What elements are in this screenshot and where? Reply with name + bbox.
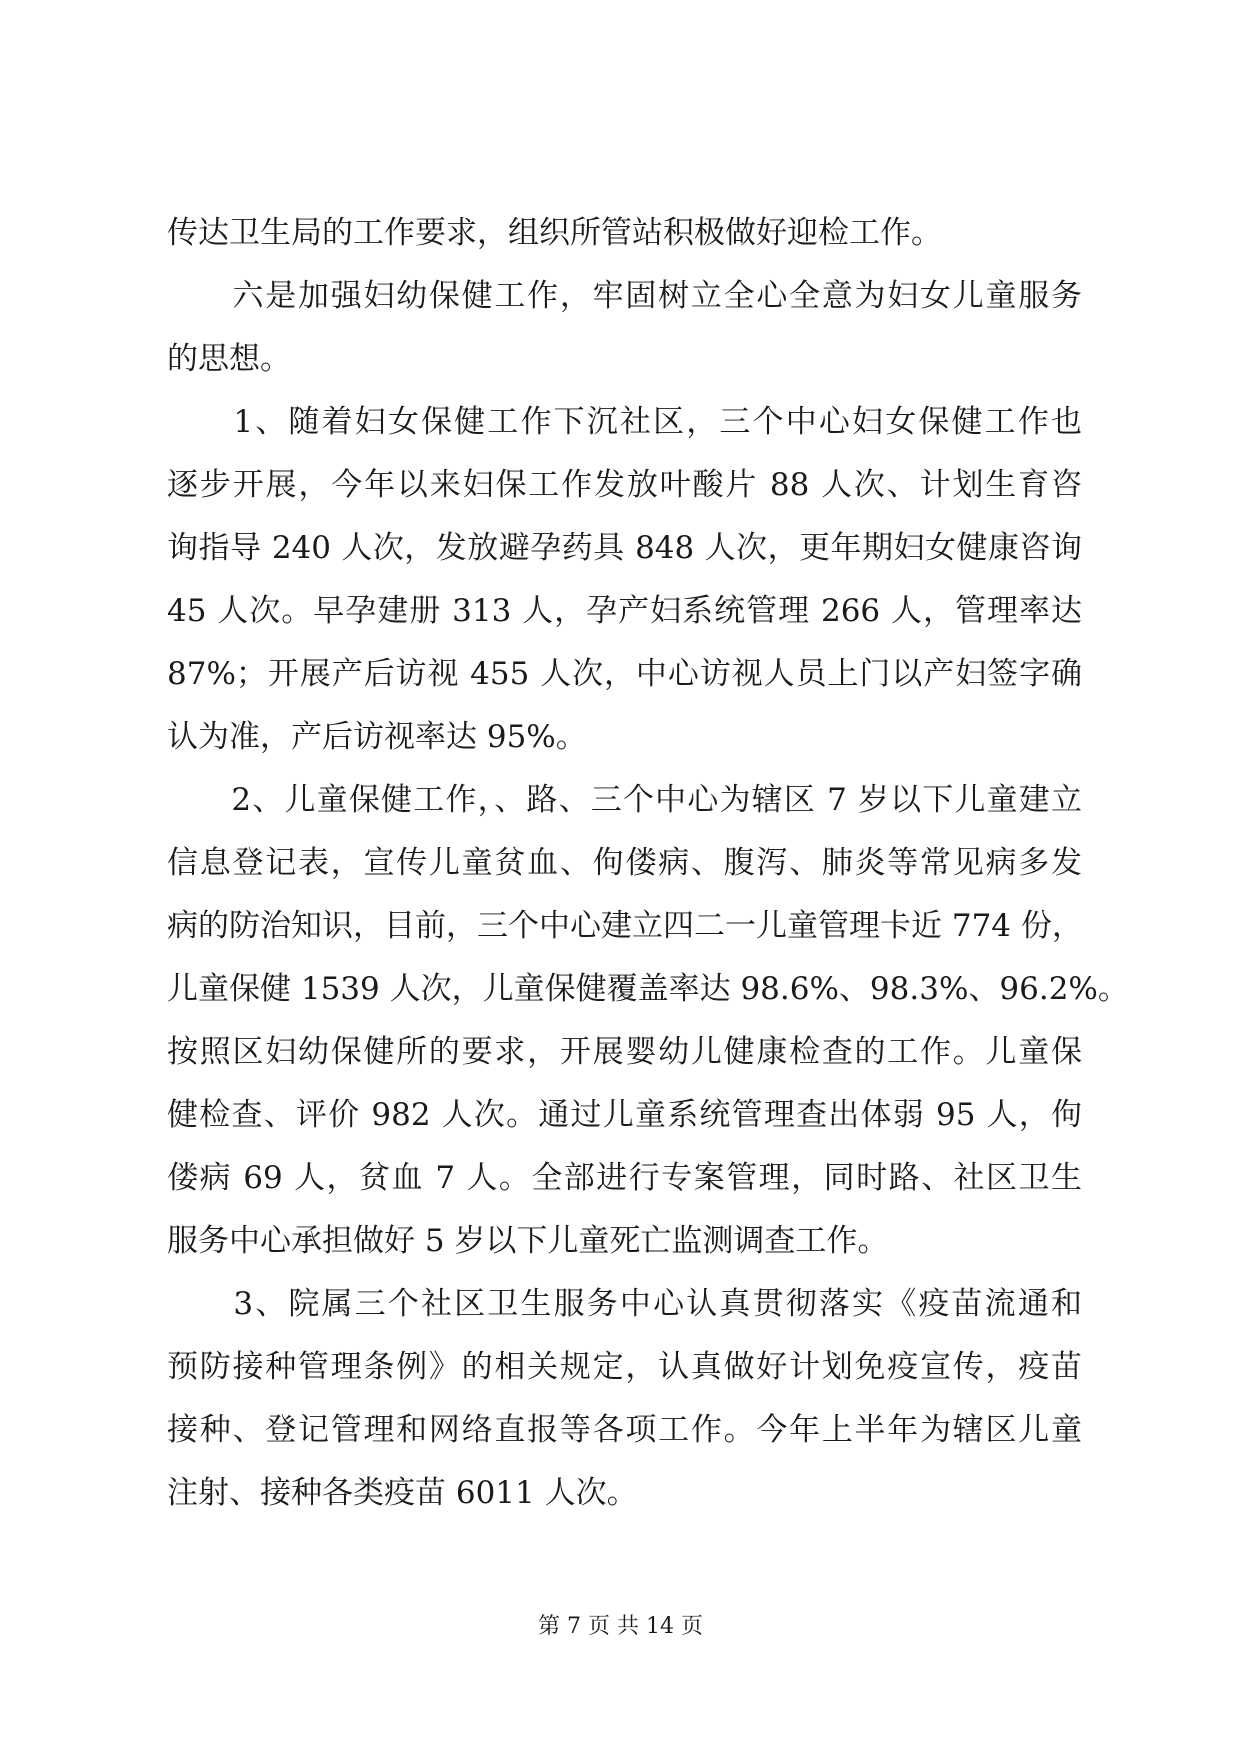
text-line: 六是加强妇幼保健工作，牢固树立全心全意为妇女儿童服务 [167,278,1082,314]
text-line: 询指导 240 人次，发放避孕药具 848 人次，更年期妇女健康咨询 [167,530,1082,566]
text-line: 45 人次。早孕建册 313 人，孕产妇系统管理 266 人，管理率达 [167,593,1082,629]
text-line: 健检查、评价 982 人次。通过儿童系统管理查出体弱 95 人，佝 [167,1097,1082,1133]
text-line: 的思想。 [167,341,291,377]
text-line: 3、院属三个社区卫生服务中心认真贯彻落实《疫苗流通和 [167,1286,1082,1322]
text-line: 病的防治知识，目前，三个中心建立四二一儿童管理卡近 774 份， [167,908,1083,944]
text-line: 认为准，产后访视率达 95%。 [167,719,587,755]
text-line: 传达卫生局的工作要求，组织所管站积极做好迎检工作。 [167,215,942,251]
text-line: 87%；开展产后访视 455 人次，中心访视人员上门以产妇签字确 [167,656,1082,692]
text-line: 儿童保健 1539 人次，儿童保健覆盖率达 98.6%、98.3%、96.2%。 [167,971,1129,1007]
text-line: 预防接种管理条例》的相关规定，认真做好计划免疫宣传，疫苗 [167,1349,1082,1385]
text-line: 2、儿童保健工作，、路、三个中心为辖区 7 岁以下儿童建立 [167,782,1082,818]
text-line: 按照区妇幼保健所的要求，开展婴幼儿健康检查的工作。儿童保 [167,1034,1082,1070]
document-body [167,202,1129,1525]
text-line: 接种、登记管理和网络直报等各项工作。今年上半年为辖区儿童 [167,1412,1082,1448]
text-line: 服务中心承担做好 5 岁以下儿童死亡监测调查工作。 [167,1223,889,1259]
page-footer [0,1612,1241,1642]
text-line: 逐步开展，今年以来妇保工作发放叶酸片 88 人次、计划生育咨 [167,467,1082,503]
text-line: 1、随着妇女保健工作下沉社区，三个中心妇女保健工作也 [167,404,1082,440]
page-number: 第 7 页 共 14 页 [538,1614,703,1639]
text-line: 信息登记表，宣传儿童贫血、佝偻病、腹泻、肺炎等常见病多发 [167,845,1082,881]
text-line: 注射、接种各类疫苗 6011 人次。 [167,1475,638,1511]
text-line: 偻病 69 人，贫血 7 人。全部进行专案管理，同时路、社区卫生 [167,1160,1082,1196]
